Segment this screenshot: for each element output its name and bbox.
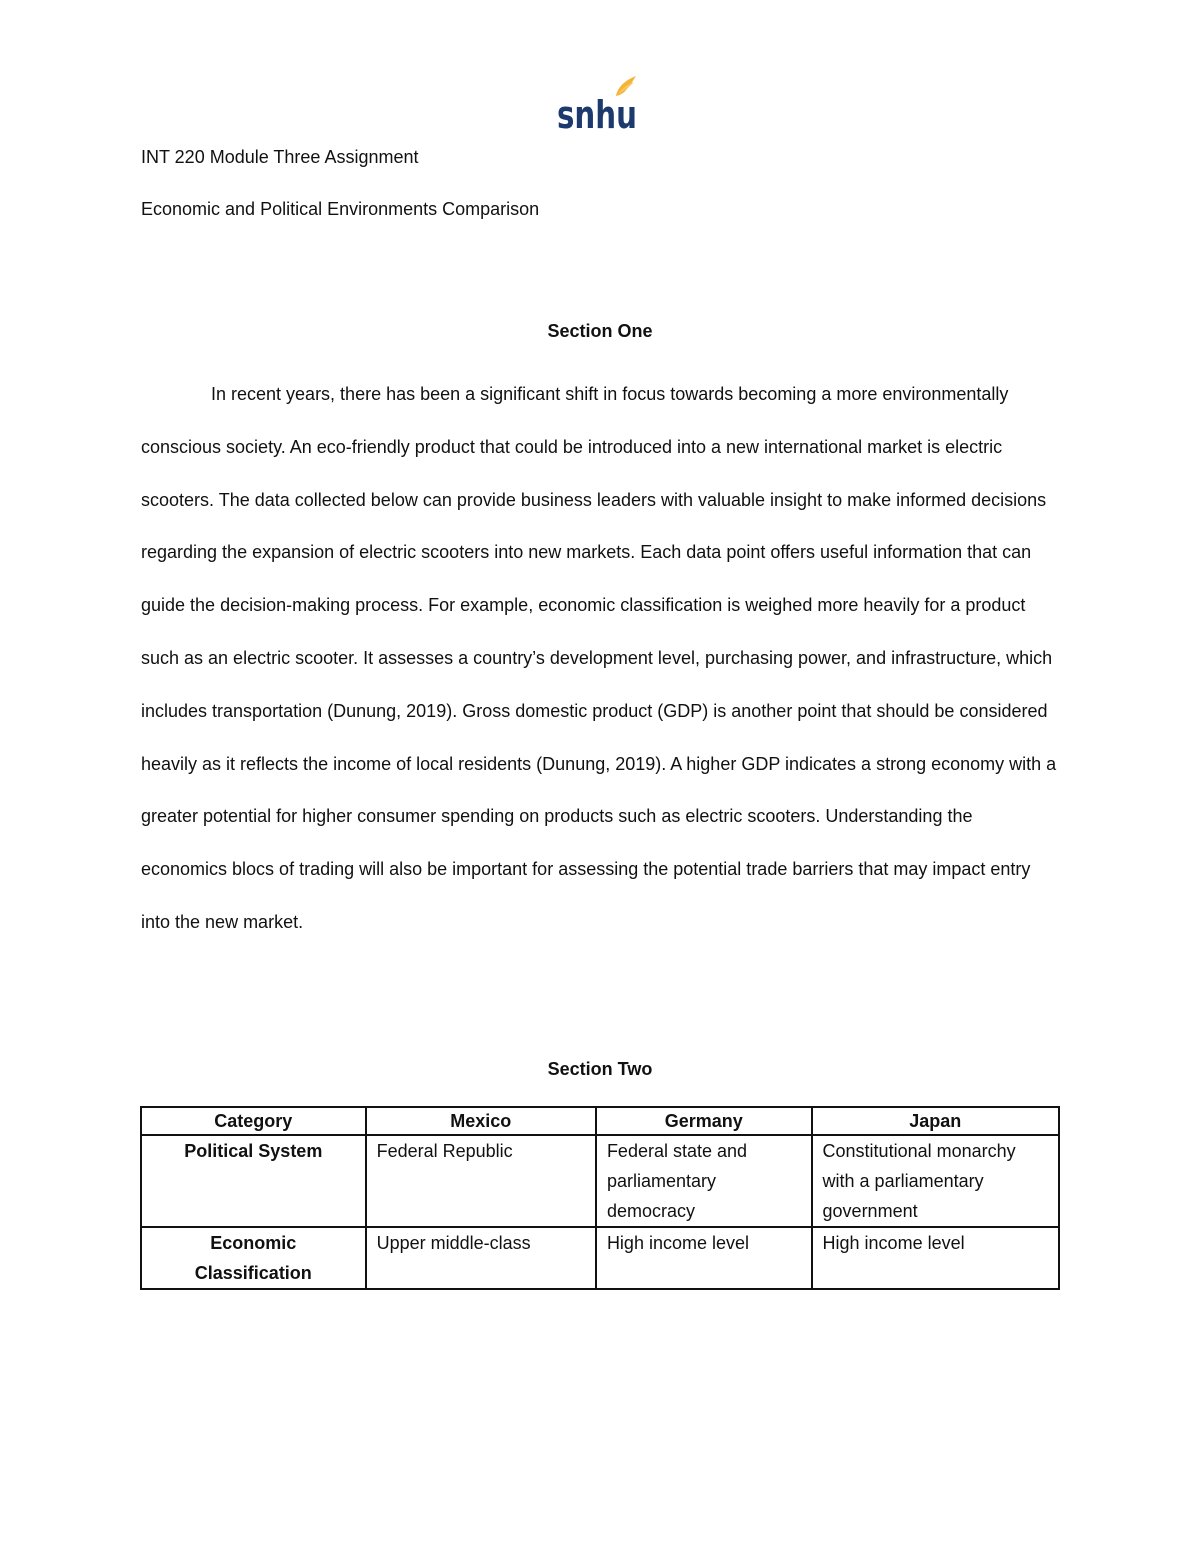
row-label-political-system: Political System — [141, 1135, 366, 1227]
section-one-paragraph: In recent years, there has been a significant shift in focus towards becoming a more environmentally conscious society. An eco-friendly product that could be introduced into a new international market is electric scooters. The data collected below can provide business leaders with valuable insight to make informed decisions regarding the expansion of electric scooters into new markets. Each data point offers useful information that can guide the decision-making process. For example, economic classification is weighed more heavily for a product such as an electric scooter. It assesses a country’s development level, purchasing power, and infrastructure, which includes transportation (Dunung, 2019). Gross domestic product (GDP) is another point that should be considered heavily as it reflects the income of local residents (Dunung, 2019). A higher GDP indicates a strong economy with a greater potential for higher consumer spending on products such as electric scooters. Understanding the economics blocs of trading will also be important for assessing the potential trade barriers that may impact entry into the new market. — [141, 384, 1057, 932]
snhu-logo — [556, 74, 640, 137]
document-title: Economic and Political Environments Comparison — [141, 199, 540, 219]
header-germany: Germany — [596, 1107, 812, 1135]
cell-mexico-economic: Upper middle-class — [366, 1227, 596, 1289]
cell-germany-political: Federal state and parliamentary democracy — [596, 1135, 812, 1227]
cell-mexico-political: Federal Republic — [366, 1135, 596, 1227]
section-two-heading: Section Two — [547, 1059, 653, 1079]
header-mexico: Mexico — [366, 1107, 596, 1135]
comparison-table — [140, 1106, 1060, 1290]
header-japan: Japan — [812, 1107, 1059, 1135]
table-row — [141, 1227, 1059, 1289]
header-category: Category — [141, 1107, 366, 1135]
logo-text: snhu — [557, 93, 637, 137]
table-header-row — [141, 1107, 1059, 1135]
row-label-economic-classification: Economic Classification — [141, 1227, 366, 1289]
cell-japan-political: Constitutional monarchy with a parliamentary government — [812, 1135, 1059, 1227]
cell-japan-economic: High income level — [812, 1227, 1059, 1289]
table-row — [141, 1135, 1059, 1227]
section-one-heading: Section One — [547, 321, 653, 341]
course-line: INT 220 Module Three Assignment — [141, 147, 419, 167]
cell-germany-economic: High income level — [596, 1227, 812, 1289]
